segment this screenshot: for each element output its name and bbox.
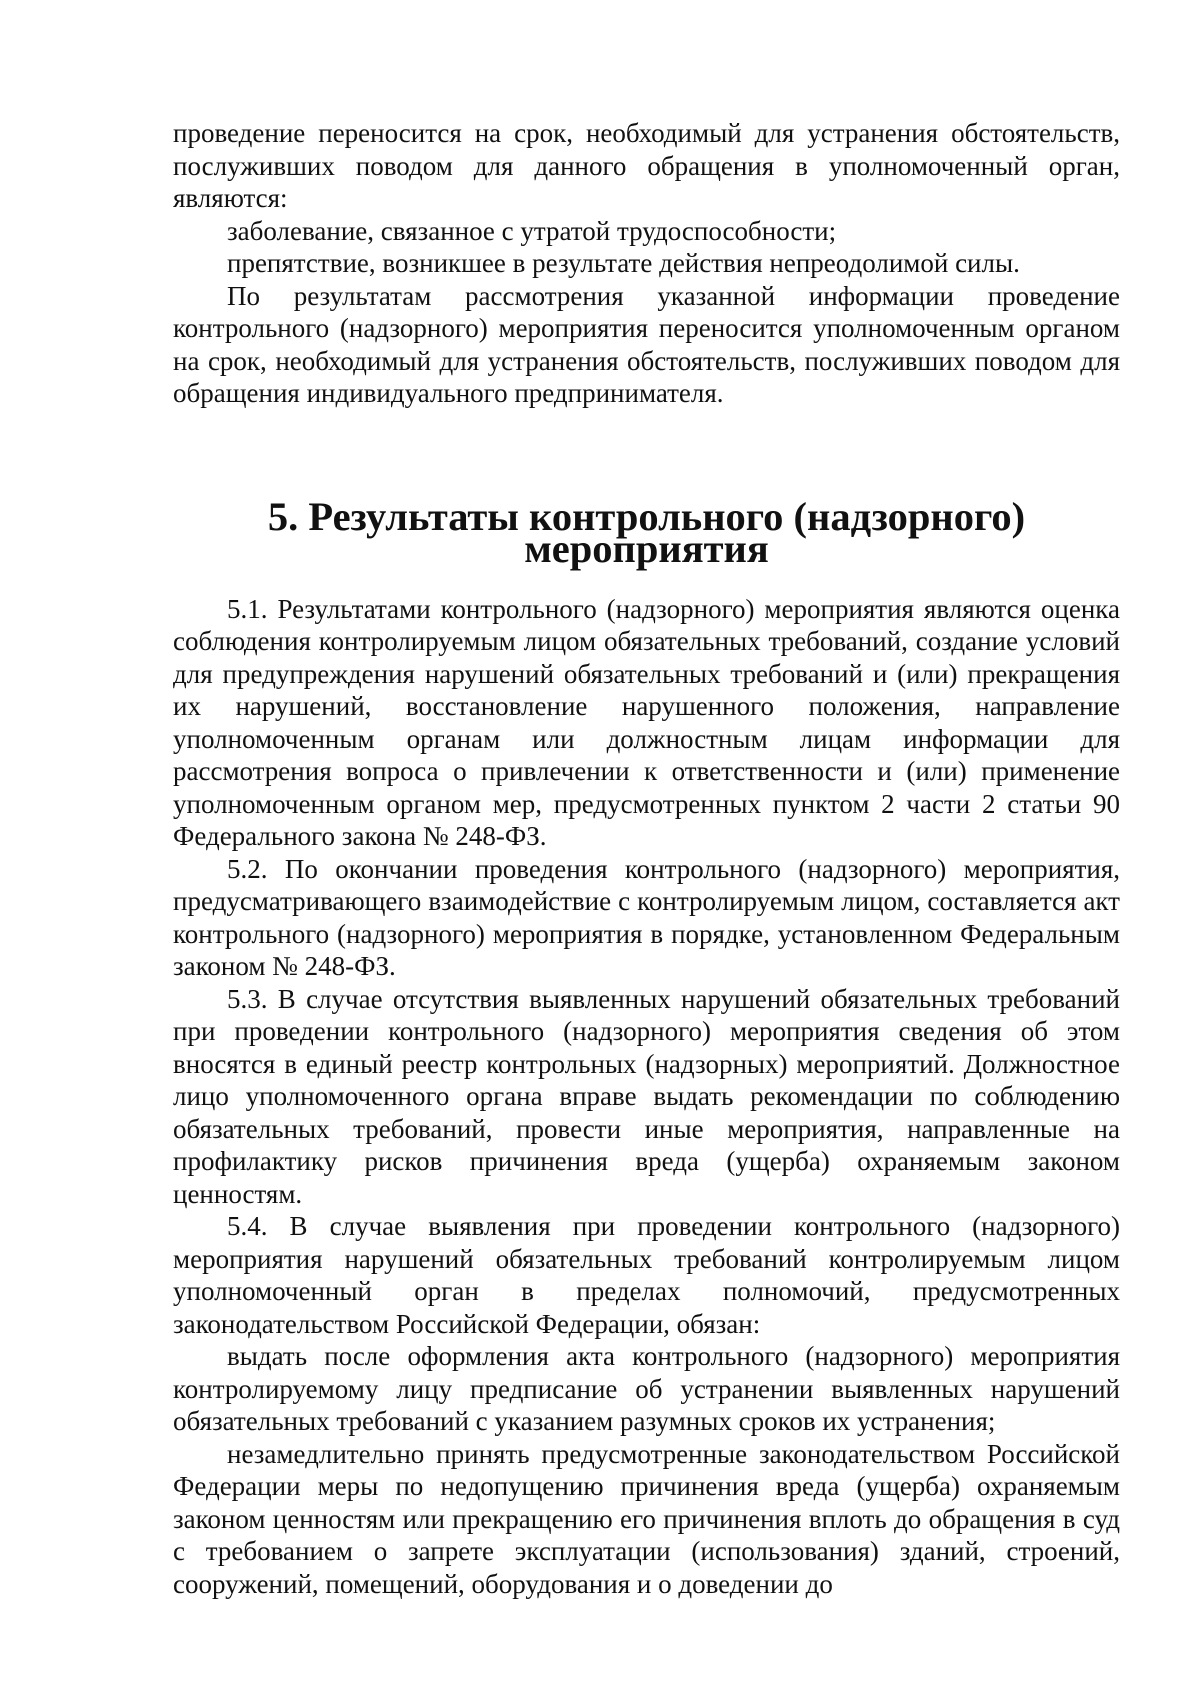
paragraph-force-majeure: препятствие, возникшее в результате действия непреодолимой силы. bbox=[227, 248, 1020, 278]
paragraph-postponement: По результатам рассмотрения указанной информации проведение контрольного (надзорного) мероприятия переносится уполномоченным органом на срок, необходимый для устранения обстоятельств, послуживших поводом для обращения индивидуального предпринимателя. bbox=[173, 280, 1120, 408]
paragraph-measures: незамедлительно принять предусмотренные законодательством Российской Федерации меры по недопущению причинения вреда (ущерба) охраняемым законом ценностям или прекращению его причинения вплоть до обращения в суд с требованием о запрете эксплуатации (использования) зданий, строений, сооружений, помещений, оборудования и о доведении до bbox=[173, 1438, 1120, 1599]
document-page bbox=[173, 117, 1120, 1600]
paragraph-5-2: 5.2. По окончании проведения контрольного (надзорного) мероприятия, предусматривающего взаимодействие с контролируемым лицом, составляется акт контрольного (надзорного) мероприятия в порядке, установленном Федеральным законом № 248-ФЗ. bbox=[173, 853, 1120, 981]
paragraph-order: выдать после оформления акта контрольного (надзорного) мероприятия контролируемому лицу предписание об устранении выявленных нарушений обязательных требований с указанием разумных сроков их устранения; bbox=[173, 1341, 1120, 1436]
paragraph-continuation: проведение переносится на срок, необходимый для устранения обстоятельств, послуживших поводом для данного обращения в уполномоченный орган, являются: bbox=[173, 118, 1120, 213]
paragraph-illness: заболевание, связанное с утратой трудоспособности; bbox=[227, 215, 837, 246]
paragraph-5-1: 5.1. Результатами контрольного (надзорного) мероприятия являются оценка соблюдения контролируемым лицом обязательных требований, создание условий для предупреждения нарушений обязательных требований и (или) прекращения их нарушений, восстановление нарушенного положения, направление уполномоченным органам или должностным лицам информации для рассмотрения вопроса о привлечении к ответственности и (или) применение уполномоченным органом мер, предусмотренных пунктом 2 части 2 статьи 90 Федерального закона № 248-ФЗ. bbox=[173, 593, 1120, 851]
paragraph-5-3: 5.3. В случае отсутствия выявленных нарушений обязательных требований при проведении контрольного (надзорного) мероприятия сведения об этом вносятся в единый реестр контрольных (надзорных) мероприятий. Должностное лицо уполномоченного органа вправе выдать рекомендации по соблюдению обязательных требований, провести иные мероприятия, направленные на профилактику рисков причинения вреда (ущерба) охраняемым законом ценностям. bbox=[173, 983, 1120, 1209]
paragraph-5-4: 5.4. В случае выявления при проведении контрольного (надзорного) мероприятия нарушений обязательных требований контролируемым лицом уполномоченный орган в пределах полномочий, предусмотренных законодательством Российской Федерации, обязан: bbox=[173, 1211, 1120, 1339]
section-heading: 5. Результаты контрольного (надзорного) мероприятия bbox=[267, 493, 1026, 571]
section-spacer bbox=[173, 410, 1120, 501]
